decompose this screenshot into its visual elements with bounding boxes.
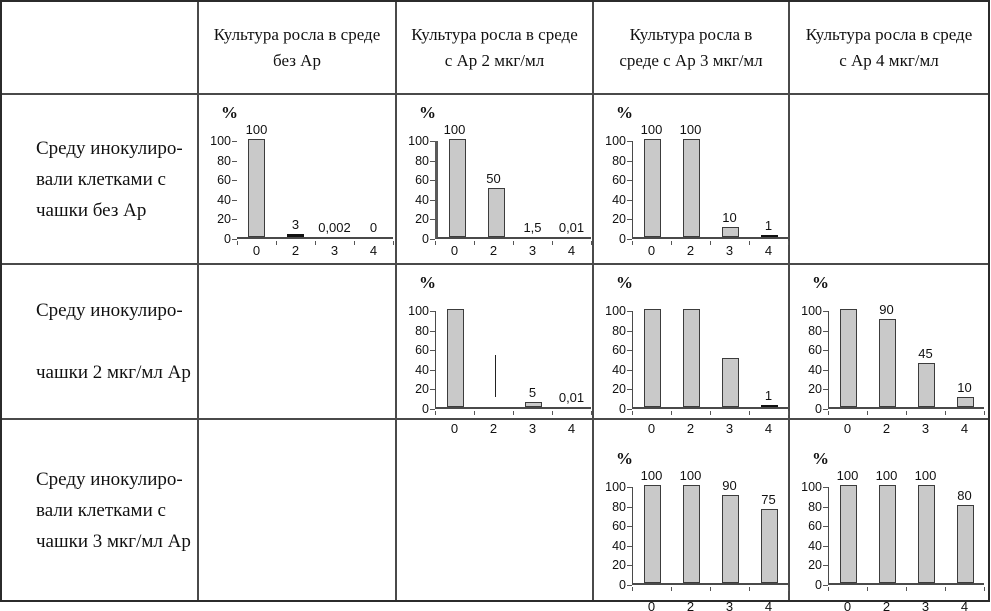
y-tick-mark (823, 487, 828, 488)
bar (722, 495, 739, 583)
y-tick-mark (823, 311, 828, 312)
x-tick-label: 2 (489, 243, 498, 258)
y-tick-label: 60 (808, 519, 822, 534)
x-tick-label: 0 (843, 421, 852, 436)
bar (840, 309, 857, 407)
y-tick-mark (627, 219, 632, 220)
bar-value-label: 100 (640, 468, 663, 483)
bar-value-label: 0,002 (318, 220, 351, 235)
bar-chart-r1c2 (201, 95, 393, 258)
y-tick-mark (823, 370, 828, 371)
y-tick-label: 80 (808, 499, 822, 514)
row-header-plate-no-ap (2, 95, 199, 265)
empty-cell-r3c3 (397, 420, 594, 600)
y-tick-mark (627, 389, 632, 390)
chart-cell-r2c5 (790, 265, 988, 436)
y-tick-mark (232, 219, 237, 220)
y-tick-mark (627, 350, 632, 351)
chart-cell-r1c3 (397, 95, 594, 265)
y-tick-mark (430, 389, 435, 390)
row-header-line: Среду инокулиро- (36, 137, 183, 159)
bar-value-label: 100 (679, 122, 702, 137)
bar (248, 139, 265, 237)
bar (644, 309, 661, 407)
bar-value-label: 10 (957, 380, 972, 395)
y-tick-label: 60 (415, 343, 429, 358)
y-tick-label: 80 (415, 153, 429, 168)
x-tick-label: 3 (528, 243, 537, 258)
bar (644, 139, 661, 237)
bar-value-label: 0,01 (558, 220, 585, 235)
y-tick-mark (627, 585, 632, 586)
bar (683, 485, 700, 583)
y-tick-label: 0 (422, 402, 429, 416)
bar (644, 485, 661, 583)
y-tick-mark (627, 141, 632, 142)
bar-value-label: 90 (879, 302, 894, 317)
bar-value-label: 0,01 (558, 390, 585, 405)
bar-value-label: 1 (764, 388, 773, 403)
x-tick-label: 2 (882, 599, 891, 611)
percent-axis-label: % (812, 449, 829, 468)
y-tick-mark (627, 161, 632, 162)
y-tick-label: 60 (612, 519, 626, 534)
bar-value-label: 100 (245, 122, 268, 137)
bar-chart-r1c3 (399, 95, 591, 258)
y-tick-mark (823, 526, 828, 527)
empty-cell-r2c2 (199, 265, 397, 420)
y-tick-mark (430, 239, 435, 240)
y-tick-mark (430, 409, 435, 410)
x-tick-mark (788, 241, 789, 245)
y-tick-label: 80 (612, 323, 626, 338)
x-tick-mark (749, 587, 750, 591)
x-tick-mark (984, 411, 985, 415)
y-tick-mark (430, 180, 435, 181)
x-tick-mark (906, 587, 907, 591)
empty-cell-r1c5 (790, 95, 988, 265)
x-tick-mark (710, 587, 711, 591)
y-tick-label: 60 (808, 343, 822, 358)
x-tick-mark (513, 411, 514, 415)
bar (840, 485, 857, 583)
x-tick-mark (788, 587, 789, 591)
x-tick-mark (945, 411, 946, 415)
y-tick-mark (823, 409, 828, 410)
y-tick-label: 20 (808, 558, 822, 573)
y-tick-label: 20 (415, 212, 429, 227)
percent-axis-label: % (419, 273, 436, 292)
y-tick-mark (430, 141, 435, 142)
y-tick-mark (627, 546, 632, 547)
bar (879, 485, 896, 583)
y-tick-mark (823, 389, 828, 390)
column-header-ap2: Культура росла в среде с Ар 2 мкг/мл (397, 2, 594, 95)
bar (683, 309, 700, 407)
chart-cell-r3c4 (594, 420, 790, 611)
row-header-line: Среду инокулиро- (36, 468, 183, 490)
empty-cell-r3c2 (199, 420, 397, 600)
y-tick-mark (430, 311, 435, 312)
y-tick-label: 80 (612, 499, 626, 514)
bar-chart-r2c4 (596, 265, 788, 436)
bar (957, 505, 974, 583)
y-tick-label: 0 (224, 232, 231, 246)
y-tick-label: 100 (605, 480, 626, 494)
bar-value-label: 100 (679, 468, 702, 483)
x-tick-label: 0 (647, 243, 656, 258)
x-tick-mark (474, 411, 475, 415)
x-tick-mark (393, 241, 394, 245)
x-tick-mark (671, 411, 672, 415)
y-tick-label: 100 (801, 304, 822, 318)
x-tick-label: 3 (725, 421, 734, 436)
y-tick-mark (627, 487, 632, 488)
percent-axis-label: % (616, 103, 633, 122)
bar (918, 485, 935, 583)
y-tick-label: 40 (415, 362, 429, 377)
bar-value-label: 45 (918, 346, 933, 361)
y-tick-mark (627, 239, 632, 240)
bar-value-label: 80 (957, 488, 972, 503)
bar (761, 509, 778, 583)
y-tick-label: 20 (808, 382, 822, 397)
bar-chart-r3c5 (792, 441, 984, 611)
y-tick-label: 40 (612, 192, 626, 207)
bar-chart-r1c4 (596, 95, 788, 258)
x-tick-label: 3 (921, 599, 930, 611)
bar-value-label: 75 (761, 492, 776, 507)
x-tick-label: 3 (921, 421, 930, 436)
y-tick-label: 20 (415, 382, 429, 397)
bar-chart-r3c4 (596, 441, 788, 611)
bar-chart-r2c5 (792, 265, 984, 436)
x-tick-mark (710, 411, 711, 415)
y-tick-mark (430, 200, 435, 201)
y-tick-mark (823, 546, 828, 547)
y-tick-mark (430, 331, 435, 332)
y-tick-label: 100 (605, 304, 626, 318)
chart-cell-r2c3 (397, 265, 594, 436)
y-tick-label: 80 (612, 153, 626, 168)
y-tick-label: 20 (612, 212, 626, 227)
y-tick-label: 100 (801, 480, 822, 494)
x-tick-mark (867, 587, 868, 591)
x-tick-mark (591, 241, 592, 245)
y-tick-mark (627, 200, 632, 201)
column-header-ap4: Культура росла в среде с Ар 4 мкг/мл (790, 2, 988, 95)
bar-value-label: 1 (764, 218, 773, 233)
x-tick-label: 0 (450, 421, 459, 436)
y-tick-label: 40 (808, 362, 822, 377)
x-tick-label: 0 (647, 599, 656, 611)
chart-cell-r2c4 (594, 265, 790, 436)
row-header-line: вали клетками с (36, 499, 166, 521)
bar (879, 319, 896, 407)
y-tick-label: 0 (815, 402, 822, 416)
stray-line-artifact (495, 355, 497, 397)
bar-chart-r2c3 (399, 265, 591, 436)
y-tick-label: 60 (612, 173, 626, 188)
x-tick-mark (632, 587, 633, 591)
x-tick-label: 4 (764, 243, 773, 258)
bar (683, 139, 700, 237)
bar (449, 139, 466, 237)
bar-value-label: 3 (291, 217, 300, 232)
y-tick-mark (823, 585, 828, 586)
y-tick-mark (627, 331, 632, 332)
x-tick-mark (591, 411, 592, 415)
bar-value-label: 100 (443, 122, 466, 137)
bar-value-label: 50 (486, 171, 501, 186)
x-tick-mark (552, 411, 553, 415)
x-tick-label: 0 (450, 243, 459, 258)
row-header-line: чашки 2 мкг/мл Ар (36, 362, 191, 383)
bar (722, 358, 739, 407)
y-tick-label: 40 (612, 362, 626, 377)
x-tick-mark (984, 587, 985, 591)
row-header-line (36, 326, 189, 357)
bar (488, 188, 505, 237)
percent-axis-label: % (812, 273, 829, 292)
x-tick-label: 0 (843, 599, 852, 611)
x-tick-label: 2 (291, 243, 300, 258)
y-tick-mark (232, 180, 237, 181)
y-tick-mark (232, 161, 237, 162)
y-tick-label: 80 (415, 323, 429, 338)
bar (447, 309, 464, 407)
x-tick-label: 4 (764, 599, 773, 611)
y-tick-mark (627, 180, 632, 181)
y-tick-label: 80 (217, 153, 231, 168)
y-tick-mark (627, 370, 632, 371)
y-tick-mark (823, 350, 828, 351)
y-tick-label: 0 (815, 578, 822, 592)
bar-value-label: 5 (528, 385, 537, 400)
y-tick-label: 0 (619, 578, 626, 592)
bar-value-label: 1,5 (523, 220, 542, 235)
percent-axis-label: % (221, 103, 238, 122)
y-tick-mark (823, 331, 828, 332)
x-tick-mark (828, 411, 829, 415)
bar-value-label: 90 (722, 478, 737, 493)
y-tick-mark (430, 219, 435, 220)
x-tick-label: 0 (647, 421, 656, 436)
column-header-no-ap: Культура росла в среде без Ар (199, 2, 397, 95)
x-tick-label: 2 (686, 421, 695, 436)
y-tick-label: 60 (415, 173, 429, 188)
y-tick-mark (232, 200, 237, 201)
bar (722, 227, 739, 237)
y-tick-label: 0 (619, 402, 626, 416)
y-tick-mark (627, 565, 632, 566)
bar-value-label: 100 (836, 468, 859, 483)
y-tick-label: 20 (612, 558, 626, 573)
chart-cell-r1c4 (594, 95, 790, 265)
x-tick-label: 3 (330, 243, 339, 258)
corner-cell (2, 2, 199, 95)
row-header-line: чашки 3 мкг/мл Ар (36, 530, 191, 552)
y-tick-mark (823, 565, 828, 566)
y-tick-label: 100 (605, 134, 626, 148)
y-tick-label: 0 (422, 232, 429, 246)
y-tick-mark (430, 370, 435, 371)
column-header-ap3: Культура росла в среде с Ар 3 мкг/мл (594, 2, 790, 95)
x-tick-label: 3 (725, 243, 734, 258)
x-tick-mark (749, 411, 750, 415)
bar-value-label: 100 (875, 468, 898, 483)
y-tick-mark (627, 507, 632, 508)
percent-axis-label: % (616, 449, 633, 468)
x-tick-label: 4 (960, 421, 969, 436)
x-tick-mark (867, 411, 868, 415)
bar-value-label: 10 (722, 210, 737, 225)
x-tick-mark (671, 587, 672, 591)
y-tick-label: 40 (217, 192, 231, 207)
y-tick-label: 40 (808, 538, 822, 553)
y-tick-label: 40 (415, 192, 429, 207)
y-tick-label: 60 (217, 173, 231, 188)
bar-value-label: 100 (914, 468, 937, 483)
y-tick-label: 40 (612, 538, 626, 553)
bar (957, 397, 974, 407)
x-tick-label: 2 (686, 243, 695, 258)
y-tick-label: 100 (408, 304, 429, 318)
x-tick-label: 2 (882, 421, 891, 436)
x-tick-mark (632, 411, 633, 415)
y-tick-mark (232, 141, 237, 142)
y-tick-label: 0 (619, 232, 626, 246)
x-tick-label: 4 (764, 421, 773, 436)
x-tick-label: 2 (489, 421, 498, 436)
y-tick-label: 100 (408, 134, 429, 148)
y-tick-mark (232, 239, 237, 240)
y-tick-label: 20 (217, 212, 231, 227)
bar (918, 363, 935, 407)
y-tick-mark (430, 161, 435, 162)
bar (287, 234, 304, 237)
y-tick-mark (627, 526, 632, 527)
x-tick-mark (828, 587, 829, 591)
x-tick-label: 3 (528, 421, 537, 436)
x-tick-label: 4 (567, 421, 576, 436)
y-tick-label: 80 (808, 323, 822, 338)
x-tick-label: 0 (252, 243, 261, 258)
bar (525, 402, 542, 407)
percent-axis-label: % (616, 273, 633, 292)
x-tick-mark (788, 411, 789, 415)
x-tick-label: 4 (960, 599, 969, 611)
chart-cell-r3c5 (790, 420, 988, 611)
bar (761, 405, 778, 407)
y-tick-mark (430, 350, 435, 351)
bar-value-label: 0 (369, 220, 378, 235)
row-header-plate-3 (2, 420, 199, 600)
chart-cell-r1c2 (199, 95, 397, 265)
y-tick-label: 60 (612, 343, 626, 358)
y-tick-label: 100 (210, 134, 231, 148)
row-header-line: Среду инокулиро- (36, 300, 183, 321)
x-tick-mark (435, 411, 436, 415)
bar (761, 235, 778, 237)
x-tick-label: 4 (369, 243, 378, 258)
row-header-line: вали клетками с (36, 168, 166, 190)
x-tick-label: 4 (567, 243, 576, 258)
percent-axis-label: % (419, 103, 436, 122)
x-tick-mark (945, 587, 946, 591)
bar-value-label: 100 (640, 122, 663, 137)
y-tick-mark (823, 507, 828, 508)
y-tick-label: 20 (612, 382, 626, 397)
x-tick-mark (906, 411, 907, 415)
x-tick-label: 3 (725, 599, 734, 611)
y-tick-mark (627, 311, 632, 312)
x-tick-label: 2 (686, 599, 695, 611)
row-header-line: чашки без Ар (36, 199, 147, 221)
row-header-plate-2 (2, 265, 199, 420)
y-tick-mark (627, 409, 632, 410)
